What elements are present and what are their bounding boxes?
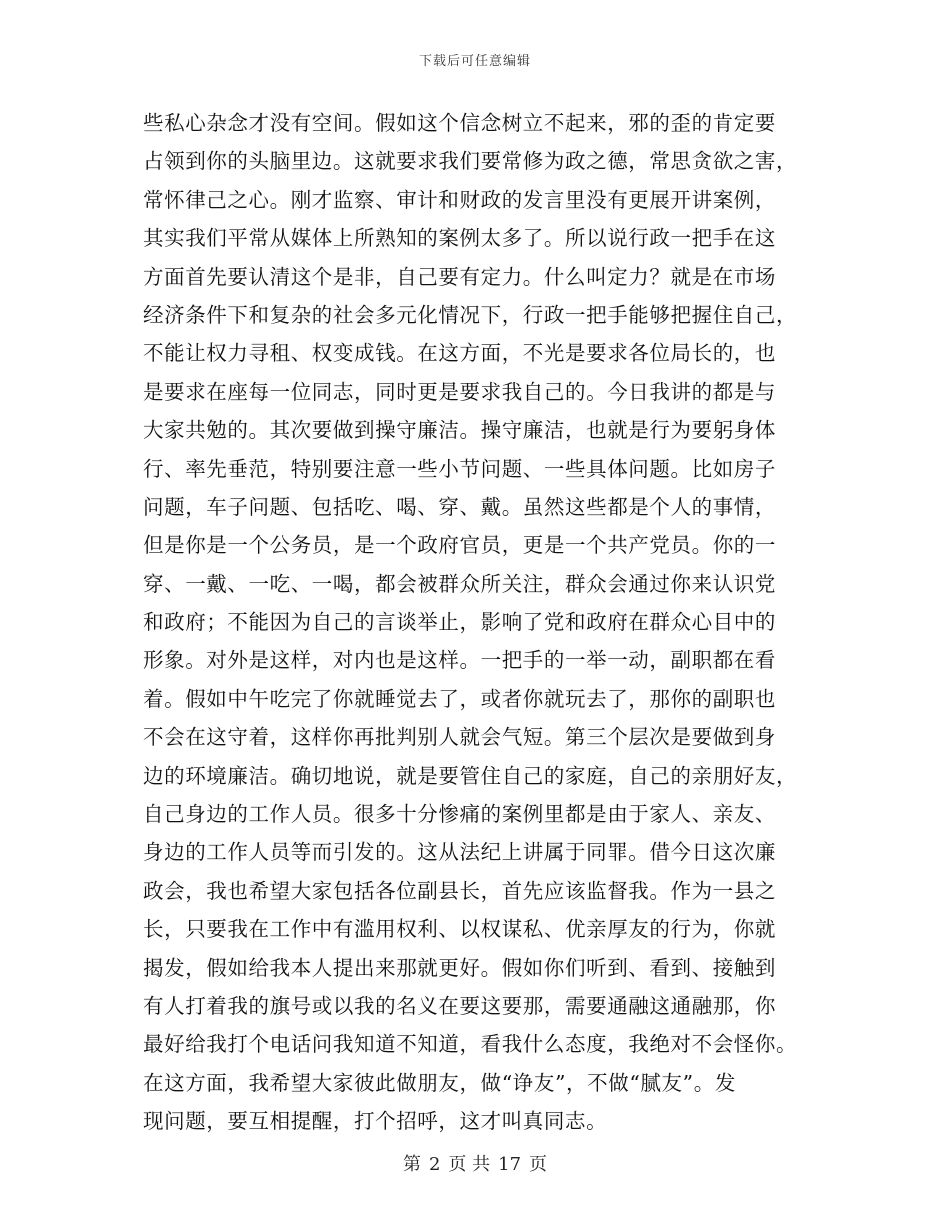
text-line: 边的环境廉洁。确切地说，就是要管住自己的家庭，自己的亲朋好友， <box>143 763 798 788</box>
text-line: 是要求在座每一位同志，同时更是要求我自己的。今日我讲的都是与 <box>143 379 776 404</box>
text-line: 有人打着我的旗号或以我的名义在要这要那，需要通融这通融那，你 <box>143 993 776 1018</box>
footer-suffix: 页 <box>529 1154 548 1175</box>
current-page-number: 2 <box>428 1154 441 1175</box>
text-line: 方面首先要认清这个是非，自己要有定力。什么叫定力？就是在市场 <box>143 264 776 289</box>
text-line: 其实我们平常从媒体上所熟知的案例太多了。所以说行政一把手在这 <box>143 226 776 251</box>
text-line: 身边的工作人员等而引发的。这从法纪上讲属于同罪。借今日这次廉 <box>143 840 776 865</box>
text-line: 占领到你的头脑里边。这就要求我们要常修为政之德，常思贪欲之害， <box>143 149 798 174</box>
text-line: 问题，车子问题、包括吃、喝、穿、戴。虽然这些都是个人的事情， <box>143 494 776 519</box>
page-number-footer <box>0 1150 950 1176</box>
text-line: 常怀律己之心。刚才监察、审计和财政的发言里没有更展开讲案例， <box>143 187 776 212</box>
text-line: 揭发，假如给我本人提出来那就更好。假如你们听到、看到、接触到 <box>143 955 776 980</box>
text-line: 现问题，要互相提醒，打个招呼，这才叫真同志。 <box>143 1109 608 1134</box>
text-line: 些私心杂念才没有空间。假如这个信念树立不起来，邪的歪的肯定要 <box>143 111 776 135</box>
text-line: 大家共勉的。其次要做到操守廉洁。操守廉洁，也就是行为要躬身体 <box>143 418 776 443</box>
text-line: 和政府；不能因为自己的言谈举止，影响了党和政府在群众心目中的 <box>143 610 776 635</box>
text-line: 但是你是一个公务员，是一个政府官员，更是一个共产党员。你的一 <box>143 533 776 558</box>
total-page-count: 17 <box>498 1154 522 1175</box>
text-line: 形象。对外是这样，对内也是这样。一把手的一举一动，副职都在看 <box>143 648 776 673</box>
text-line: 在这方面，我希望大家彼此做朋友，做“诤友”，不做“腻友”。发 <box>143 1070 736 1095</box>
text-line: 经济条件下和复杂的社会多元化情况下，行政一把手能够把握住自己， <box>143 302 798 327</box>
text-line: 最好给我打个电话问我知道不知道，看我什么态度，我绝对不会怪你。 <box>143 1032 798 1057</box>
text-line: 自己身边的工作人员。很多十分惨痛的案例里都是由于家人、亲友、 <box>143 802 776 827</box>
text-line: 长，只要我在工作中有滥用权利、以权谋私、优亲厚友的行为，你就 <box>143 917 776 942</box>
footer-prefix: 第 <box>402 1154 421 1175</box>
text-line: 不能让权力寻租、权变成钱。在这方面，不光是要求各位局长的，也 <box>143 341 776 366</box>
page-header: 下载后可任意编辑 <box>418 54 531 69</box>
text-line: 不会在这守着，这样你再批判别人就会气短。第三个层次是要做到身 <box>143 725 776 750</box>
text-line: 着。假如中午吃完了你就睡觉去了，或者你就玩去了，那你的副职也 <box>143 686 776 711</box>
text-line: 政会，我也希望大家包括各位副县长，首先应该监督我。作为一县之 <box>143 878 776 903</box>
text-line: 穿、一戴、一吃、一喝，都会被群众所关注，群众会通过你来认识党 <box>143 571 776 596</box>
text-line: 行、率先垂范，特别要注意一些小节问题、一些具体问题。比如房子 <box>143 456 776 481</box>
footer-mid: 页 共 <box>448 1154 491 1175</box>
document-body <box>143 104 823 1141</box>
